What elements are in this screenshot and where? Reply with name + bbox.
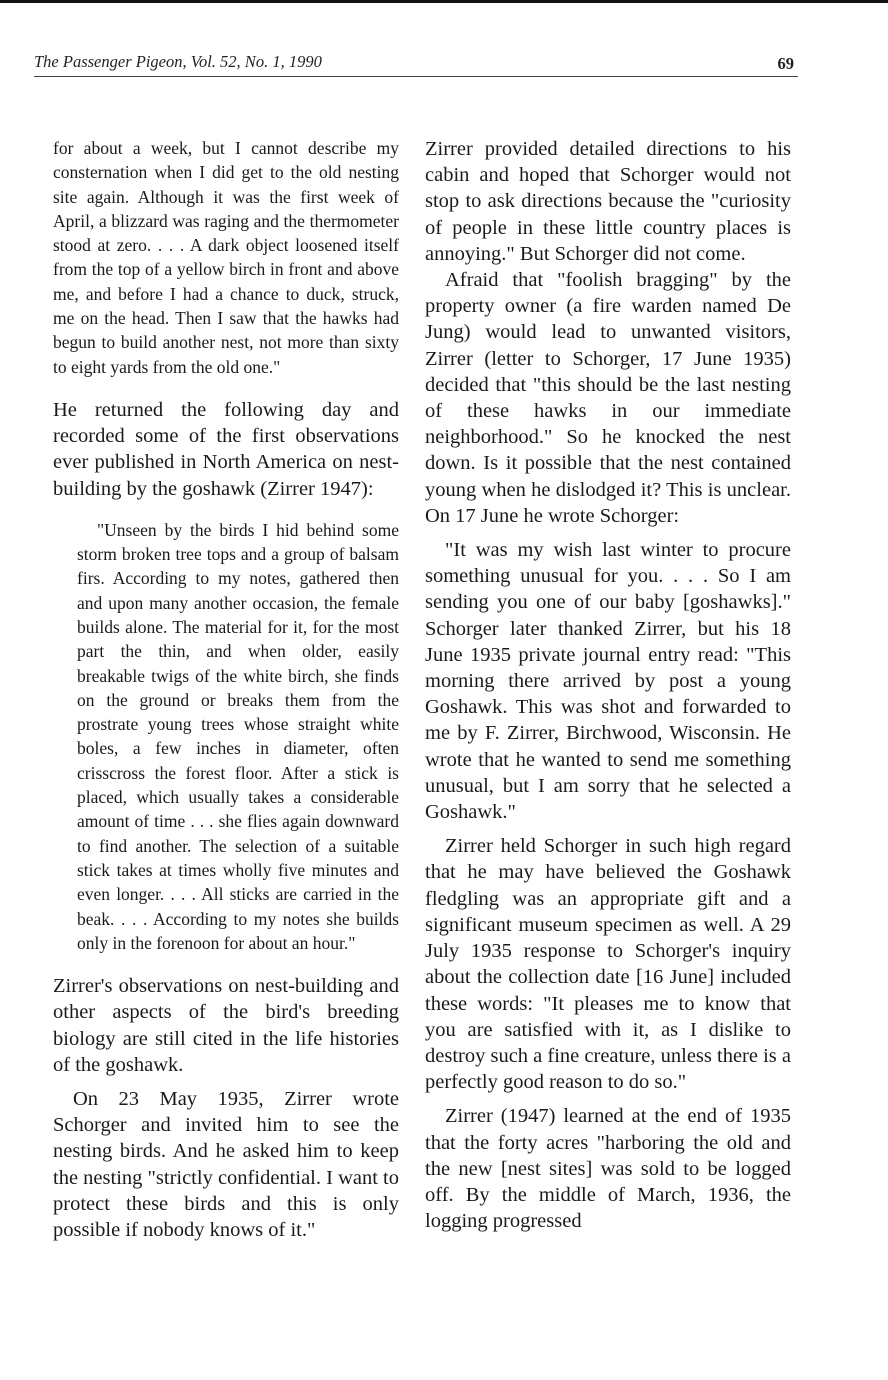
block-quote-unseen: "Unseen by the birds I hid behind some storm broken tree tops and a group of balsam firs. According to my notes, gathered then and upon many another occasion, the female builds alone. The material for it, for the most part the thin, and when older, easily breakable twigs of the white birch, she finds on the ground or breaks them from the prostrate young trees whose straight white boles, a few inches in diameter, often crisscross the forest floor. After a stick is placed, which usually takes a considerable amount of time . . . she flies again downward to find another. The selection of a suitable stick takes at times wholly five minutes and even longer. . . . All sticks are carried in the beak. . . . According to my notes she builds only in the forenoon for about an hour." (77, 519, 399, 953)
paragraph-observations: Zirrer's observations on nest-building and other aspects of the bird's breeding biology are still cited in the life histories of the goshawk. (53, 975, 399, 1076)
paragraph-returned: He returned the following day and recorded some of the first observations ever published in North America on nest-building by the goshawk (Zirrer 1947): (53, 398, 399, 500)
paragraph-1947: Zirrer (1947) learned at the end of 1935 that the forty acres "harboring the old and the new [nest sites] was sold to be logged off. By the middle of March, 1936, the logging progressed (425, 1105, 791, 1233)
paragraph-regard: Zirrer held Schorger in such high regard that he may have believed the Goshawk fledgling was an appropriate gift and a significant museum specimen as well. A 29 July 1935 response to Schorger's inquiry about the collection date [16 June] included these words: "It pleases me to know that you are satisfied with it, as I dislike to destroy such a fine creature, unless there is a perfectly good reason to do so." (425, 835, 792, 1094)
paragraph-wish: "It was my wish last winter to procure something unusual for you. . . . So I am sending you one of our baby [goshawks]." Schorger later thanked Zirrer, but his 18 June 1935 private journal entry read: "This morning there arrived by post a young Goshawk. This was shot and forwarded to me by F. Zirrer, Birchwood, Wisconsin. He wrote that he wanted to send me something unusual, but I am sorry that he selected a Goshawk." (425, 539, 791, 824)
right-column (425, 136, 791, 1234)
paragraph-directions: Zirrer provided detailed directions to his cabin and hoped that Schorger would not stop to ask directions because the "curiosity of people in these little country places is annoying." But Schorger did not come. (425, 138, 791, 265)
running-head: The Passenger Pigeon, Vol. 52, No. 1, 1990 (34, 52, 322, 71)
quote-continuation: for about a week, but I cannot describe my consternation when I did get to the old nesting site again. Although it was the first week of April, a blizzard was raging and the thermometer stood at zero. . . . A dark object loosened itself from the top of a yellow birch in front and above me, and before I had a chance to duck, struck, me on the head. Then I saw that the hawks had begun to build another nest, not more than sixty to eight yards from the old one." (53, 138, 399, 377)
paragraph-afraid: Afraid that "foolish bragging" by the property owner (a fire warden named De Jung) would lead to unwanted visitors, Zirrer (letter to Schorger, 17 June 1935) decided that "this should be the last nesting of these hawks in our immediate neighborhood." So he knocked the nest down. Is it possible that the nest contained young when he dislodged it? This is unclear. On 17 June he wrote Schorger: (425, 269, 791, 527)
paragraph-may: On 23 May 1935, Zirrer wrote Schorger and invited him to see the nesting birds. And he asked him to keep the nesting "strictly confidential. I want to protect these birds and this is only possible if nobody knows of it." (53, 1087, 399, 1241)
left-column (53, 136, 399, 1243)
top-border-rule (0, 0, 888, 3)
header-rule (34, 76, 798, 77)
page-number: 69 (777, 54, 794, 73)
page-header (34, 52, 798, 78)
